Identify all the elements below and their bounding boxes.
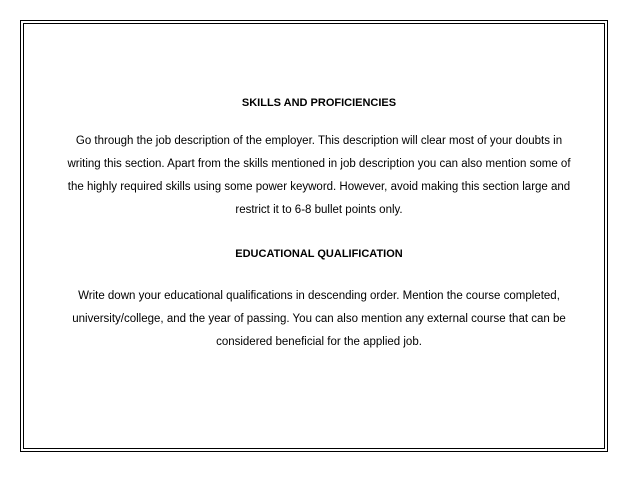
page-border bbox=[20, 20, 608, 452]
education-section-title: EDUCATIONAL QUALIFICATION bbox=[235, 248, 403, 260]
skills-section-title: SKILLS AND PROFICIENCIES bbox=[241, 97, 397, 109]
education-section-body: Write down your educational qualifications in descending order. Mention the course completed, university/college, and the year of passing. You can also mention any external course that can be considered beneficial for the applied job. bbox=[72, 290, 566, 348]
skills-section-body: Go through the job description of the employer. This description will clear most of your doubts in writing this section. Apart from the skills mentioned in job description you can also mention some of the highly required skills using some power keyword. However, avoid making this section large and restrict it to 6-8 bullet points only. bbox=[67, 135, 571, 216]
